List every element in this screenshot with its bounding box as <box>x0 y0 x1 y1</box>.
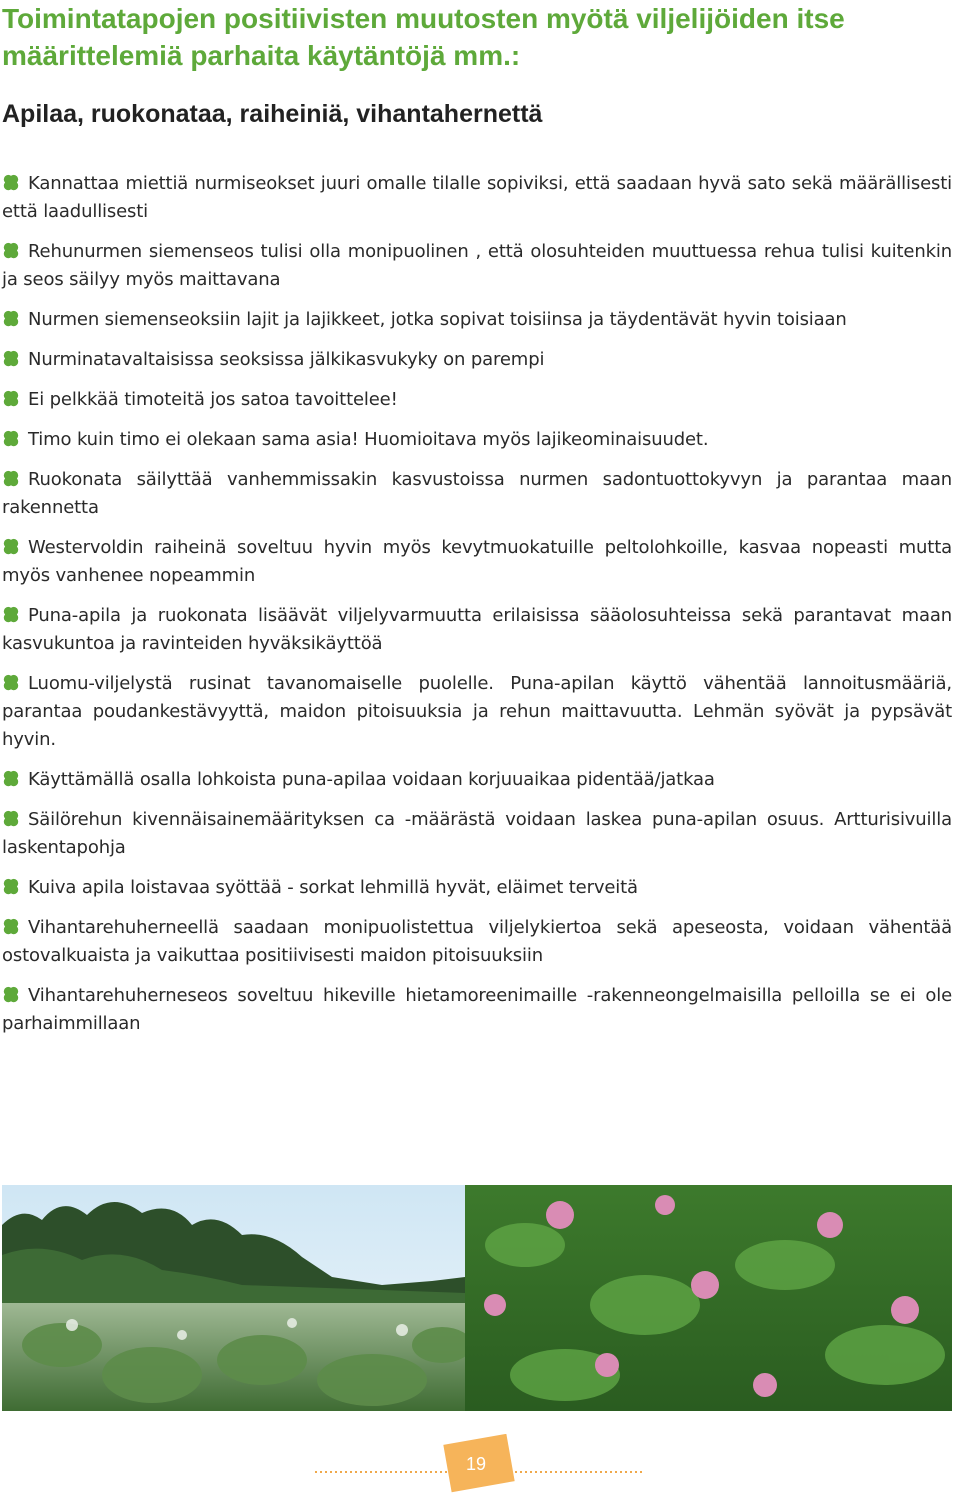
list-item <box>2 426 952 454</box>
clover-leaf-icon <box>2 770 20 788</box>
list-item <box>2 346 952 374</box>
clover-leaf-icon <box>2 878 20 896</box>
list-item-text: Nurminatavaltaisissa seoksissa jälkikasvukyky on parempi <box>28 349 545 370</box>
clover-leaf-icon <box>2 810 20 828</box>
list-item-text: Ei pelkkää timoteitä jos satoa tavoittelee! <box>28 389 398 410</box>
list-item <box>2 238 952 294</box>
list-item-text: Vihantarehuherneellä saadaan monipuolistettua viljelykiertoa sekä apeseosta, voidaan vähentää ostovalkuaista ja vaikuttaa positiivisesti maidon pitoisuuksiin <box>2 917 952 966</box>
photo-strip <box>2 1185 952 1411</box>
list-item <box>2 914 952 970</box>
clover-leaf-icon <box>2 606 20 624</box>
list-item <box>2 306 952 334</box>
clover-leaf-icon <box>2 986 20 1004</box>
list-item <box>2 602 952 658</box>
clover-leaf-icon <box>2 390 20 408</box>
list-item-text: Kuiva apila loistavaa syöttää - sorkat lehmillä hyvät, eläimet terveitä <box>28 877 638 898</box>
list-item <box>2 386 952 414</box>
clover-leaf-icon <box>2 350 20 368</box>
list-item <box>2 170 952 226</box>
list-item <box>2 766 952 794</box>
field-photos <box>2 1185 952 1411</box>
clover-photo <box>465 1185 952 1411</box>
list-item-text: Vihantarehuherneseos soveltuu hikeville hietamoreenimaille -rakenneongelmaisilla pelloilla se ei ole parhaimmillaan <box>2 985 952 1034</box>
clover-leaf-icon <box>2 430 20 448</box>
list-item-text: Timo kuin timo ei olekaan sama asia! Huomioitava myös lajikeominaisuudet. <box>28 429 709 450</box>
clover-leaf-icon <box>2 242 20 260</box>
practice-list <box>2 170 952 1050</box>
clover-leaf-icon <box>2 174 20 192</box>
list-item-text: Säilörehun kivennäisainemäärityksen ca -määrästä voidaan laskea puna-apilan osuus. Artturisivuilla laskentapohja <box>2 809 952 858</box>
list-item-text: Westervoldin raiheinä soveltuu hyvin myös kevytmuokatuille peltolohkoille, kasvaa nopeasti mutta myös vanhenee nopeammin <box>2 537 952 586</box>
page-number: 19 <box>465 1454 487 1474</box>
list-item <box>2 534 952 590</box>
list-item <box>2 874 952 902</box>
clover-leaf-icon <box>2 538 20 556</box>
list-item-text: Puna-apila ja ruokonata lisäävät viljelyvarmuutta erilaisissa sääolosuhteissa sekä parantavat maan kasvukuntoa ja ravinteiden hyväksikäyttöä <box>2 605 952 654</box>
list-item-text: Luomu-viljelystä rusinat tavanomaiselle puolelle. Puna-apilan käyttö vähentää lannoitusmääriä, parantaa poudankestävyyttä, maidon pitoisuuksia ja rehun maittavuutta. Lehmän syövät ja pypsävät hyvin. <box>2 673 952 750</box>
clover-leaf-icon <box>2 310 20 328</box>
list-item <box>2 466 952 522</box>
clover-leaf-icon <box>2 470 20 488</box>
clover-leaf-icon <box>2 918 20 936</box>
list-item-text: Kannattaa miettiä nurmiseokset juuri omalle tilalle sopiviksi, että saadaan hyvä sato sekä määrällisesti että laadullisesti <box>2 173 952 222</box>
list-item <box>2 670 952 754</box>
list-item-text: Ruokonata säilyttää vanhemmissakin kasvustoissa nurmen sadontuottokyvyn ja parantaa maan rakennetta <box>2 469 952 518</box>
page-footer <box>0 1434 960 1494</box>
page-number-badge <box>0 1434 960 1494</box>
pea-field-photo <box>2 1185 472 1411</box>
list-item-text: Käyttämällä osalla lohkoista puna-apilaa voidaan korjuuaikaa pidentää/jatkaa <box>28 769 715 790</box>
clover-leaf-icon <box>2 674 20 692</box>
list-item-text: Nurmen siemenseoksiin lajit ja lajikkeet, jotka sopivat toisiinsa ja täydentävät hyvin toisiaan <box>28 309 847 330</box>
page-title: Toimintatapojen positiivisten muutosten myötä viljelijöiden itse määrittelemiä parhaita käytäntöjä mm.: <box>2 3 845 71</box>
list-item <box>2 806 952 862</box>
section-subtitle: Apilaa, ruokonataa, raiheiniä, vihantahernettä <box>2 100 543 128</box>
list-item <box>2 982 952 1038</box>
list-item-text: Rehunurmen siemenseos tulisi olla monipuolinen , että olosuhteiden muuttuessa rehua tulisi kuitenkin ja seos säilyy myös maittavana <box>2 241 952 290</box>
